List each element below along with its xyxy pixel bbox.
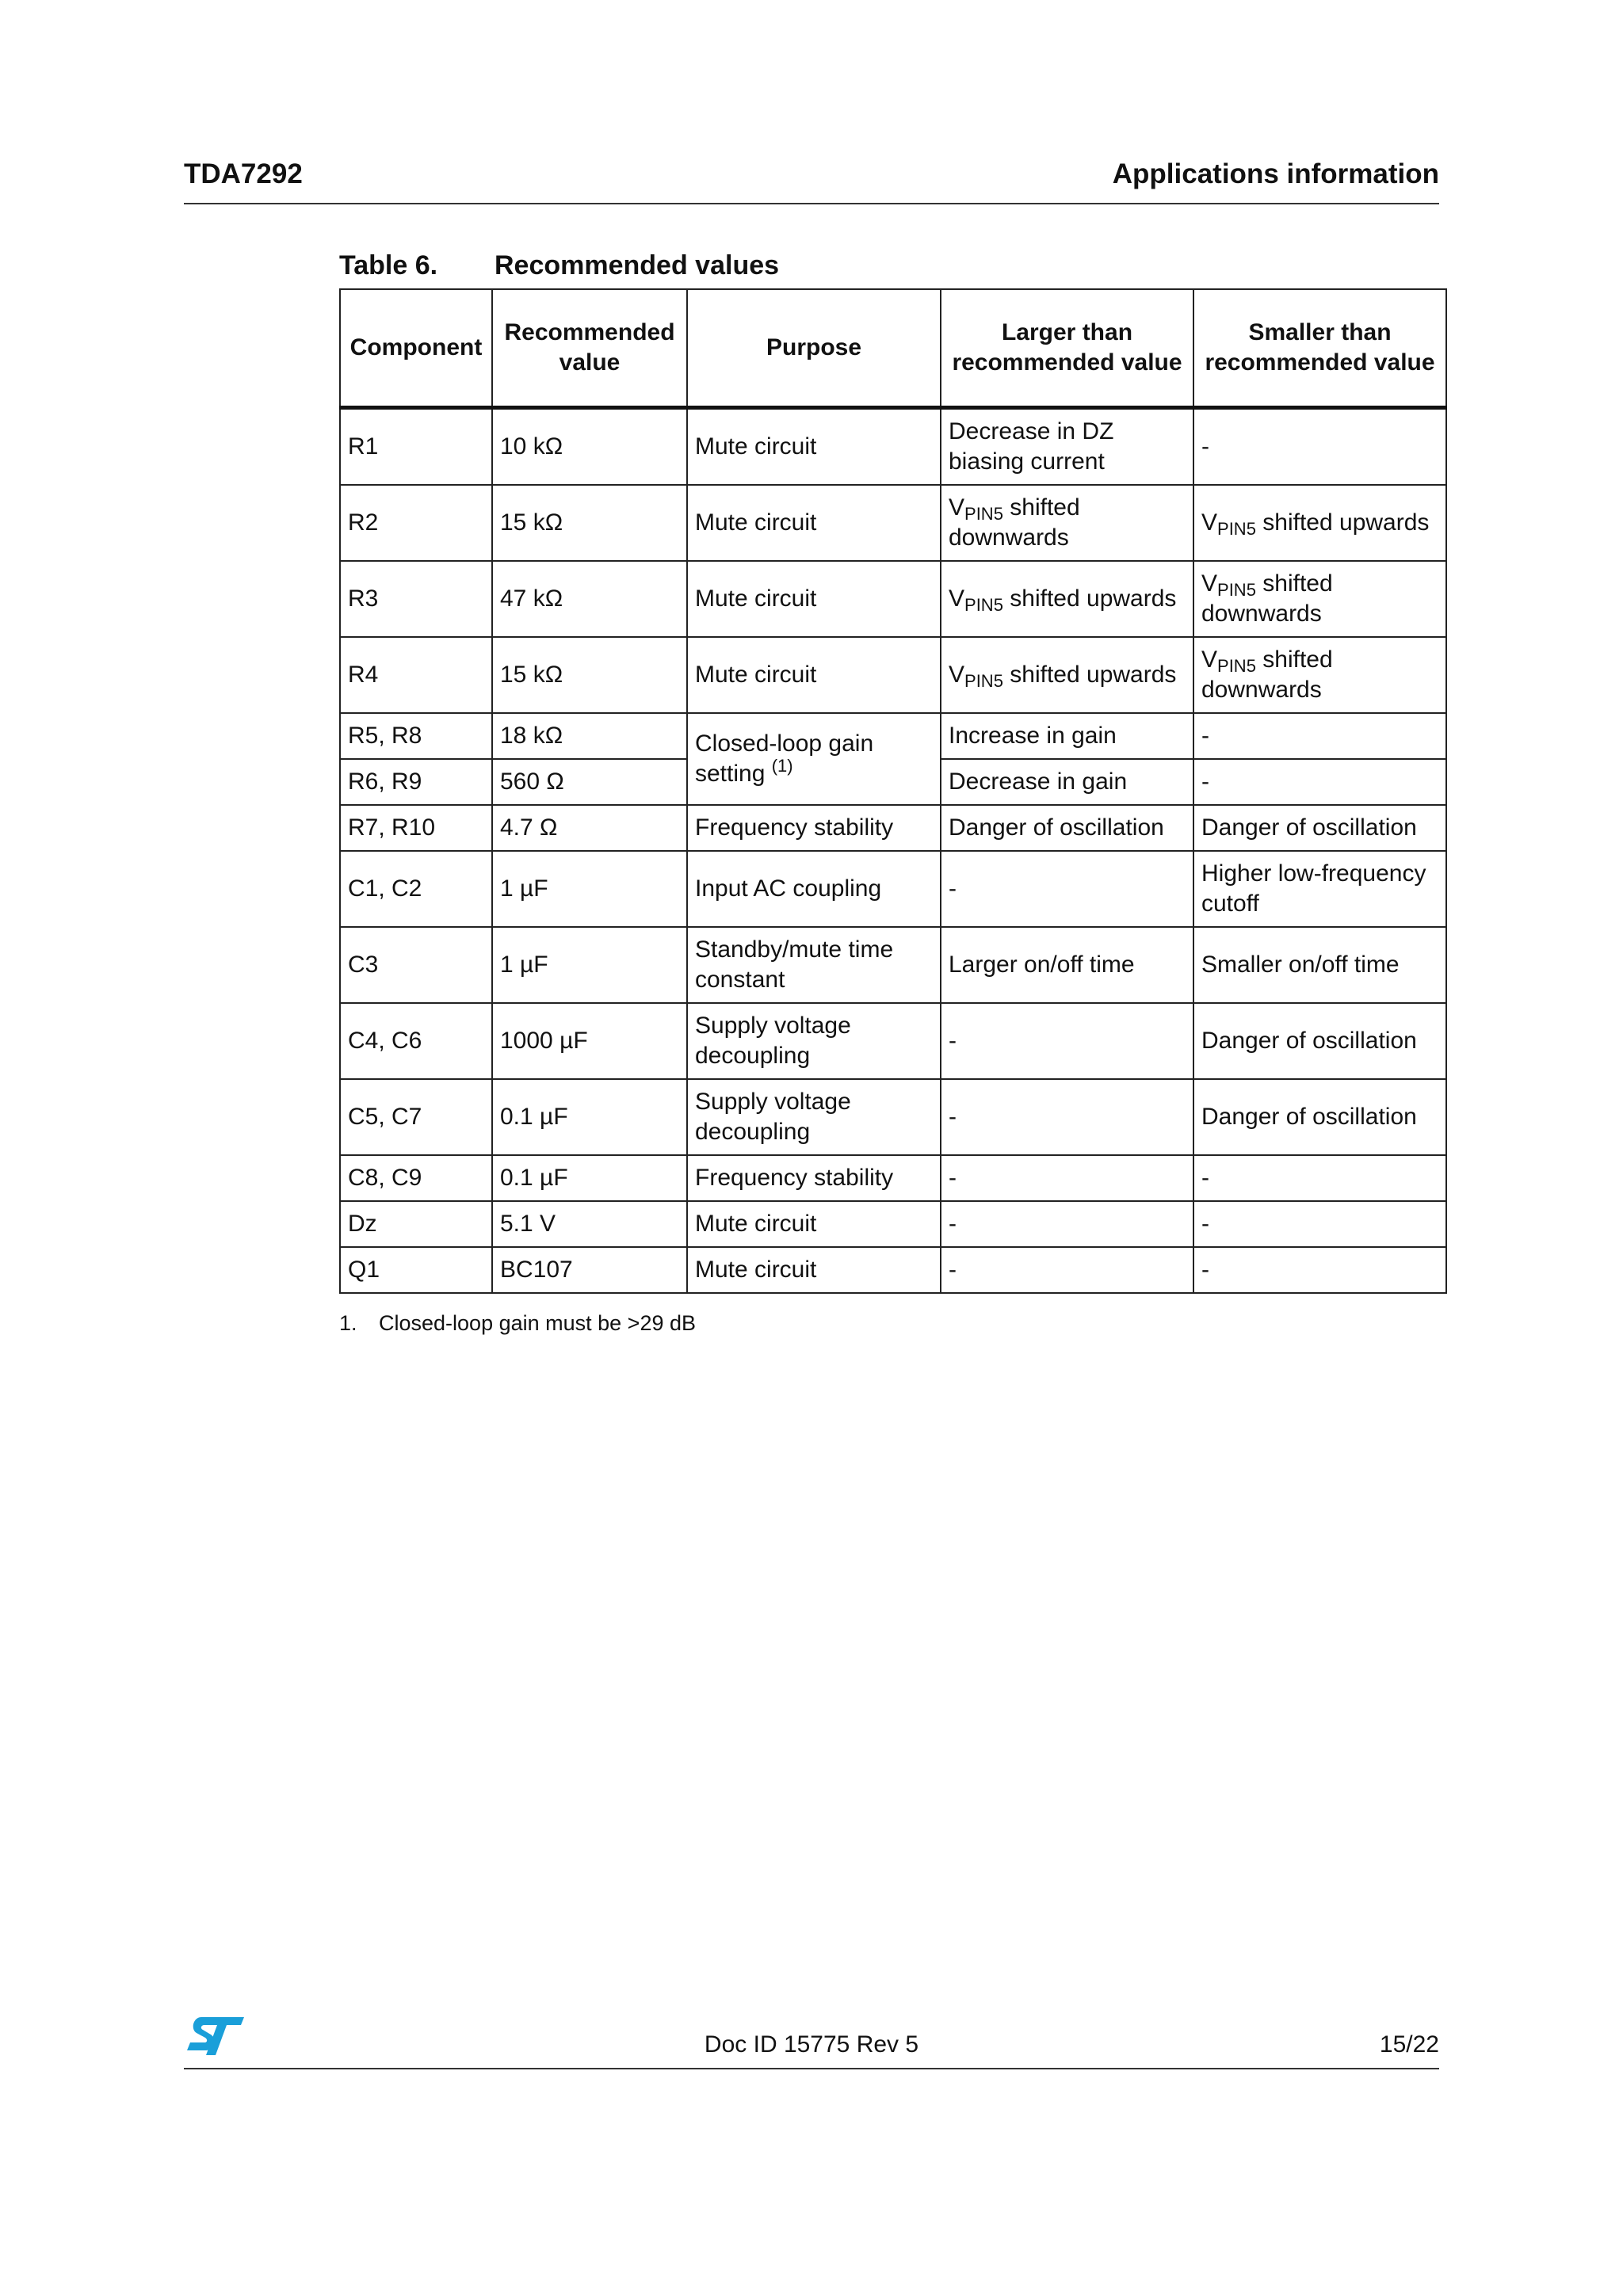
footer-divider	[184, 2068, 1439, 2069]
table-header-row	[340, 289, 1446, 408]
footnote-ref: (1)	[771, 756, 793, 776]
vpin-subscript: PIN5	[964, 671, 1003, 691]
table-row	[340, 1201, 1446, 1247]
cell-purpose-text: Closed-loop gain setting	[695, 730, 874, 787]
cell-value: 15 kΩ	[492, 485, 687, 561]
cell-larger	[941, 561, 1193, 637]
cell-purpose: Mute circuit	[687, 1201, 941, 1247]
cell-component: C5, C7	[340, 1079, 492, 1155]
table-row	[340, 1079, 1446, 1155]
cell-larger: -	[941, 1247, 1193, 1293]
cell-component: R1	[340, 408, 492, 486]
table-row	[340, 713, 1446, 759]
cell-value: 1000 µF	[492, 1003, 687, 1079]
column-header: Component	[340, 289, 492, 408]
cell-larger-text: shifted upwards	[1010, 585, 1177, 612]
cell-value: 5.1 V	[492, 1201, 687, 1247]
cell-smaller: -	[1193, 1155, 1446, 1201]
cell-larger: -	[941, 851, 1193, 927]
cell-value: BC107	[492, 1247, 687, 1293]
cell-component: C8, C9	[340, 1155, 492, 1201]
table-row	[340, 1155, 1446, 1201]
cell-component: C1, C2	[340, 851, 492, 927]
table-row	[340, 561, 1446, 637]
cell-smaller: -	[1193, 713, 1446, 759]
column-header: Purpose	[687, 289, 941, 408]
cell-purpose: Mute circuit	[687, 637, 941, 713]
cell-value: 18 kΩ	[492, 713, 687, 759]
doc-id: Doc ID 15775 Rev 5	[704, 2031, 919, 2058]
cell-smaller: Danger of oscillation	[1193, 805, 1446, 851]
cell-value: 4.7 Ω	[492, 805, 687, 851]
cell-value: 0.1 µF	[492, 1155, 687, 1201]
cell-purpose: Mute circuit	[687, 485, 941, 561]
header-divider	[184, 203, 1439, 204]
cell-purpose: Supply voltage decoupling	[687, 1003, 941, 1079]
cell-smaller-text: shifted upwards	[1262, 509, 1430, 536]
column-header: Recommended value	[492, 289, 687, 408]
cell-smaller-text: shifted downwards	[1201, 646, 1333, 703]
cell-value: 47 kΩ	[492, 561, 687, 637]
vpin-subscript: PIN5	[1217, 656, 1256, 676]
cell-larger	[941, 485, 1193, 561]
table-row	[340, 851, 1446, 927]
cell-smaller: Smaller on/off time	[1193, 927, 1446, 1003]
cell-purpose: Mute circuit	[687, 561, 941, 637]
table-row	[340, 485, 1446, 561]
cell-value: 10 kΩ	[492, 408, 687, 486]
vpin-symbol: V	[1201, 646, 1218, 673]
cell-smaller: -	[1193, 1247, 1446, 1293]
cell-purpose: Mute circuit	[687, 408, 941, 486]
cell-smaller: Danger of oscillation	[1193, 1003, 1446, 1079]
cell-component: C4, C6	[340, 1003, 492, 1079]
table-row	[340, 637, 1446, 713]
cell-purpose: Frequency stability	[687, 805, 941, 851]
table-row	[340, 805, 1446, 851]
cell-component: Q1	[340, 1247, 492, 1293]
cell-component: R6, R9	[340, 759, 492, 805]
cell-smaller: -	[1193, 408, 1446, 486]
recommended-values-table	[339, 288, 1447, 1294]
cell-component: R7, R10	[340, 805, 492, 851]
cell-smaller-text: shifted downwards	[1201, 570, 1333, 627]
table-row	[340, 1247, 1446, 1293]
cell-value: 1 µF	[492, 851, 687, 927]
table-row	[340, 1003, 1446, 1079]
cell-smaller: -	[1193, 1201, 1446, 1247]
cell-smaller	[1193, 637, 1446, 713]
cell-component: Dz	[340, 1201, 492, 1247]
cell-purpose: Supply voltage decoupling	[687, 1079, 941, 1155]
column-header: Larger than recommended value	[941, 289, 1193, 408]
table-caption-title: Recommended values	[495, 250, 780, 280]
cell-larger	[941, 637, 1193, 713]
vpin-subscript: PIN5	[964, 504, 1003, 524]
cell-larger-text: shifted downwards	[949, 494, 1080, 551]
cell-smaller	[1193, 561, 1446, 637]
vpin-subscript: PIN5	[964, 595, 1003, 615]
cell-purpose: Mute circuit	[687, 1247, 941, 1293]
vpin-symbol: V	[1201, 509, 1218, 536]
cell-purpose: Input AC coupling	[687, 851, 941, 927]
cell-smaller: Danger of oscillation	[1193, 1079, 1446, 1155]
vpin-subscript: PIN5	[1217, 519, 1256, 539]
table-row	[340, 408, 1446, 486]
cell-larger: Larger on/off time	[941, 927, 1193, 1003]
cell-smaller	[1193, 485, 1446, 561]
vpin-symbol: V	[949, 662, 965, 688]
cell-larger: -	[941, 1079, 1193, 1155]
table-caption	[339, 250, 779, 281]
footnote-number: 1.	[339, 1311, 357, 1335]
cell-component: R3	[340, 561, 492, 637]
cell-larger: -	[941, 1201, 1193, 1247]
cell-value: 15 kΩ	[492, 637, 687, 713]
vpin-symbol: V	[949, 494, 965, 521]
cell-larger: Increase in gain	[941, 713, 1193, 759]
cell-larger: Danger of oscillation	[941, 805, 1193, 851]
column-header: Smaller than recommended value	[1193, 289, 1446, 408]
cell-component: C3	[340, 927, 492, 1003]
vpin-subscript: PIN5	[1217, 580, 1256, 600]
table-row	[340, 927, 1446, 1003]
footnote-text: Closed-loop gain must be >29 dB	[379, 1311, 697, 1335]
cell-component: R2	[340, 485, 492, 561]
cell-component: R4	[340, 637, 492, 713]
cell-smaller: Higher low-frequency cutoff	[1193, 851, 1446, 927]
table-footnote	[339, 1311, 696, 1336]
vpin-symbol: V	[949, 585, 965, 612]
cell-larger-text: shifted upwards	[1010, 662, 1177, 688]
vpin-symbol: V	[1201, 570, 1218, 597]
cell-smaller: -	[1193, 759, 1446, 805]
document-name: TDA7292	[184, 158, 303, 189]
cell-value: 560 Ω	[492, 759, 687, 805]
cell-larger: Decrease in DZ biasing current	[941, 408, 1193, 486]
cell-larger: -	[941, 1155, 1193, 1201]
cell-larger: Decrease in gain	[941, 759, 1193, 805]
page-number: 15/22	[1379, 2031, 1439, 2058]
table-caption-number: Table 6.	[339, 250, 438, 280]
section-title: Applications information	[1112, 158, 1439, 189]
cell-purpose	[687, 713, 941, 805]
cell-value: 1 µF	[492, 927, 687, 1003]
cell-component: R5, R8	[340, 713, 492, 759]
cell-purpose: Frequency stability	[687, 1155, 941, 1201]
cell-value: 0.1 µF	[492, 1079, 687, 1155]
cell-larger: -	[941, 1003, 1193, 1079]
cell-purpose: Standby/mute time constant	[687, 927, 941, 1003]
